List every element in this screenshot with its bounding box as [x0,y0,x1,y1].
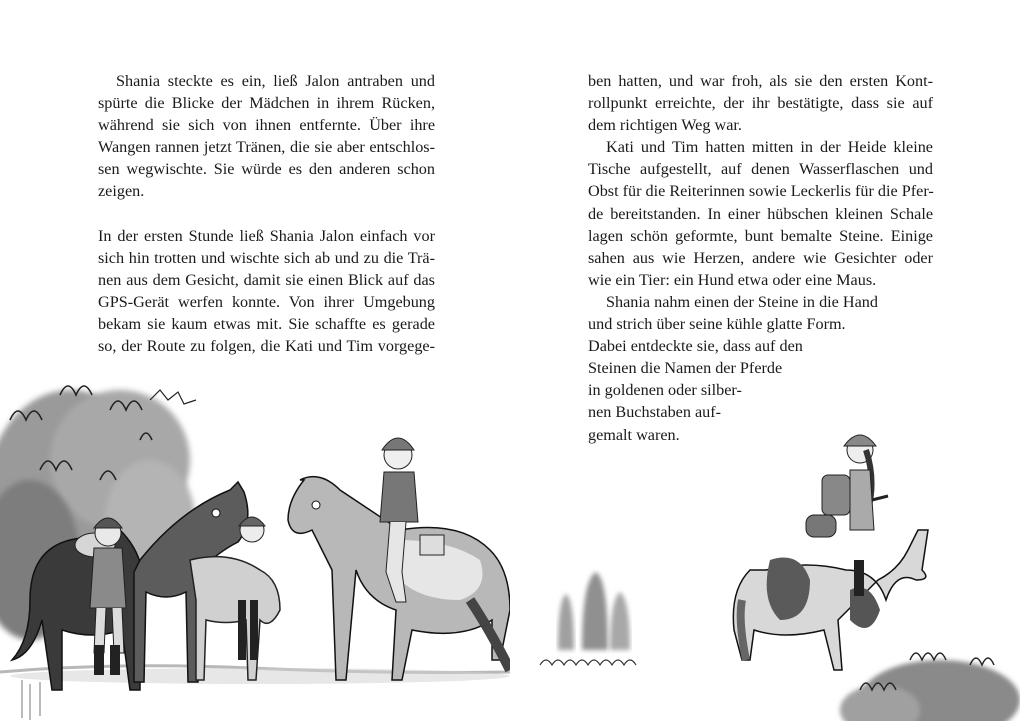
text-line: wie ein Tier: ein Hund etwa oder eine Maus. [588,270,877,289]
foreground-bushes-icon [840,653,1020,721]
text-line: Kati und Tim hatten mitten in der Heide kleine [606,138,933,157]
text-line: spürte die Blicke der Mädchen in ihrem Rücken, [98,94,435,113]
text-line: gemalt waren. [588,425,680,444]
text-line: und strich über seine kühle glatte Form. [588,315,846,334]
text-line: nen aus dem Gesicht, damit sie einen Blick auf das [98,270,435,289]
text-line: lagen schön geformte, bunt bemalte Steine. Einige [588,226,933,245]
rider-on-pony-illustration [510,0,1020,721]
text-line: Shania nahm einen der Steine in die Hand [606,292,878,311]
text-line: de bereitstanden. In einer hübschen kleinen Schale [588,204,933,223]
text-line: zeigen. [98,182,145,201]
text-line: Obst für die Reiterinnen sowie Leckerlis für die Pfer- [588,182,934,201]
text-line: nen Buchstaben auf- [588,403,722,422]
text-line: dem richtigen Weg war. [588,116,742,135]
text-line: Shania steckte es ein, ließ Jalon antraben und [116,72,435,90]
text-line: sen wegwischte. Sie würde es den anderen schon [98,160,435,179]
text-line: ben hatten, und war froh, als sie den ersten Kont- [588,72,933,90]
text-line: GPS-Gerät werfen konnte. Von ihrer Umgebung [98,292,435,311]
pinto-pony [733,530,928,670]
text-line: bekam sie kaum etwas mit. Sie schaffte es gerade [98,314,435,333]
text-line: rollpunkt erreichte, der ihr bestätigte, dass sie auf [588,94,933,113]
pinto-horse-with-rider [288,438,510,680]
light-horse [190,557,280,680]
text-line: Tische aufgestellt, auf denen Wasserflaschen und [588,160,933,179]
text-line: so, der Route zu folgen, die Kati und Tim vorgege- [98,337,435,356]
text-line: während sie sich von ihnen entfernte. Über ihre [98,116,435,135]
text-line: Dabei entdeckte sie, dass auf den [588,337,803,356]
distant-trees-icon [558,572,630,650]
right-page [510,0,1020,721]
text-line: in goldenen oder silber- [588,381,742,400]
text-line: In der ersten Stunde ließ Shania Jalon einfach vor [98,226,435,245]
text-line: Wangen rannen jetzt Tränen, die sie aber entschlos- [98,138,435,157]
text-line: Steinen die Namen der Pferde [588,359,783,378]
text-line: sahen aus wie Herzen, andere wie Gesichter oder [588,248,933,267]
text-line: sich hin trotten und wischte sich ab und zu die Trä- [98,248,435,267]
